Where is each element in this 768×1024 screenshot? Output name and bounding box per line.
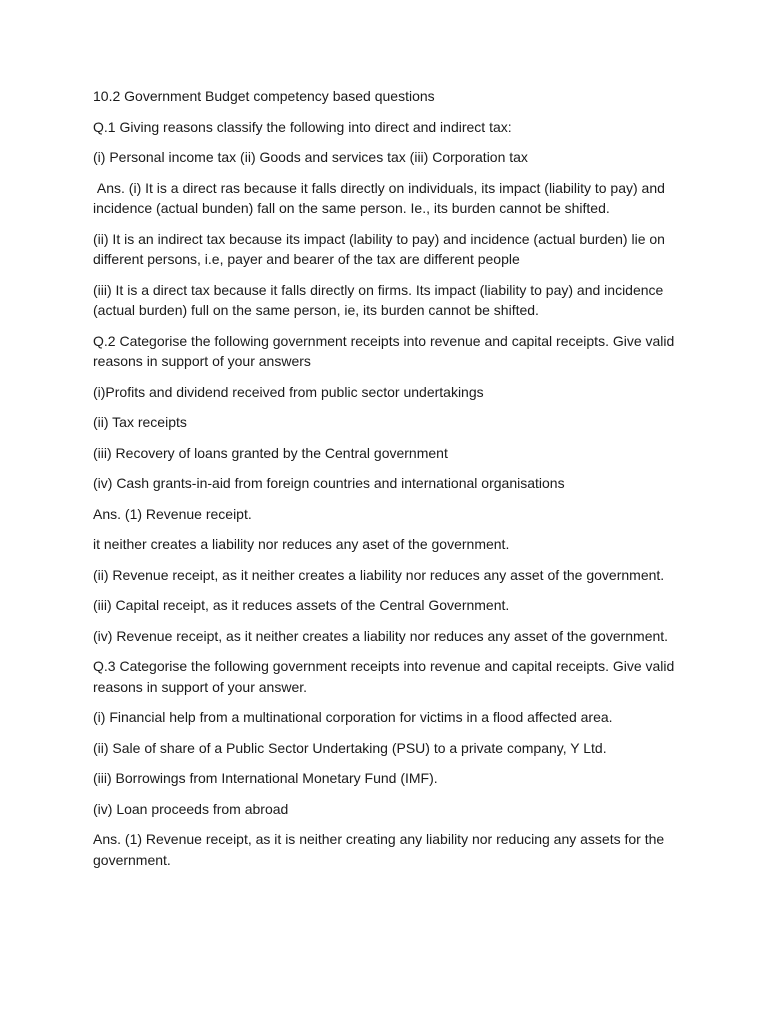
paragraph-q1: Q.1 Giving reasons classify the following into direct and indirect tax: [93,118,512,135]
paragraph-q2-answer-iv: (iv) Revenue receipt, as it neither creates a liability nor reduces any asset of the government. [93,627,669,644]
paragraph-q3: Q.3 Categorise the following government receipts into revenue and capital receipts. Give valid reasons in support of your answer. [93,658,675,695]
paragraph-q2-item-iv: (iv) Cash grants-in-aid from foreign countries and international organisations [93,475,565,491]
paragraph-q2: Q.2 Categorise the following government receipts into revenue and capital receipts. Give valid reasons in support of your answers [93,332,675,369]
paragraph-q3-item-i: (i) Financial help from a multinational corporation for victims in a flood affected area. [93,709,613,725]
paragraph-q2-answer-1: Ans. (1) Revenue receipt. [93,505,252,522]
paragraph-q3-item-iii: (iii) Borrowings from International Monetary Fund (IMF). [93,770,438,786]
paragraph-q2-answer-ii: (ii) Revenue receipt, as it neither creates a liability nor reduces any asset of the government. [93,566,665,583]
paragraph-q1-answer-iii: (iii) It is a direct tax because it falls directly on firms. Its impact (liability to pay) and incidence (actual burden) full on the same person, ie, its burden cannot be shifted. [93,281,664,318]
paragraph-q1-answer-i: Ans. (i) It is a direct ras because it falls directly on individuals, its impact (liability to pay) and incidence (actual bunden) fall on the same person. Ie., its burden cannot be shifted. [93,179,669,216]
document-title: 10.2 Government Budget competency based questions [93,88,435,104]
paragraph-q3-item-iv: (iv) Loan proceeds from abroad [93,800,289,817]
paragraph-q2-item-iii: (iii) Recovery of loans granted by the Central government [93,444,448,461]
paragraph-q2-item-ii: (ii) Tax receipts [93,414,187,430]
paragraph-q2-answer-1-reason: it neither creates a liability nor reduces any aset of the government. [93,536,510,552]
document-page [93,86,683,880]
paragraph-q3-item-ii: (ii) Sale of share of a Public Sector Undertaking (PSU) to a private company, Y Ltd. [93,739,607,756]
paragraph-q2-item-i: (i)Profits and dividend received from public sector undertakings [93,383,484,400]
paragraph-q1-answer-ii: (ii) It is an indirect tax because its impact (lability to pay) and incidence (actual burden) lie on different persons, i.e, payer and bearer of the tax are different people [93,230,665,267]
paragraph-q2-answer-iii: (iii) Capital receipt, as it reduces assets of the Central Government. [93,597,510,613]
paragraph-q1-items: (i) Personal income tax (ii) Goods and services tax (iii) Corporation tax [93,149,528,165]
paragraph-q3-answer-1: Ans. (1) Revenue receipt, as it is neither creating any liability nor reducing any assets for the government. [93,831,665,868]
